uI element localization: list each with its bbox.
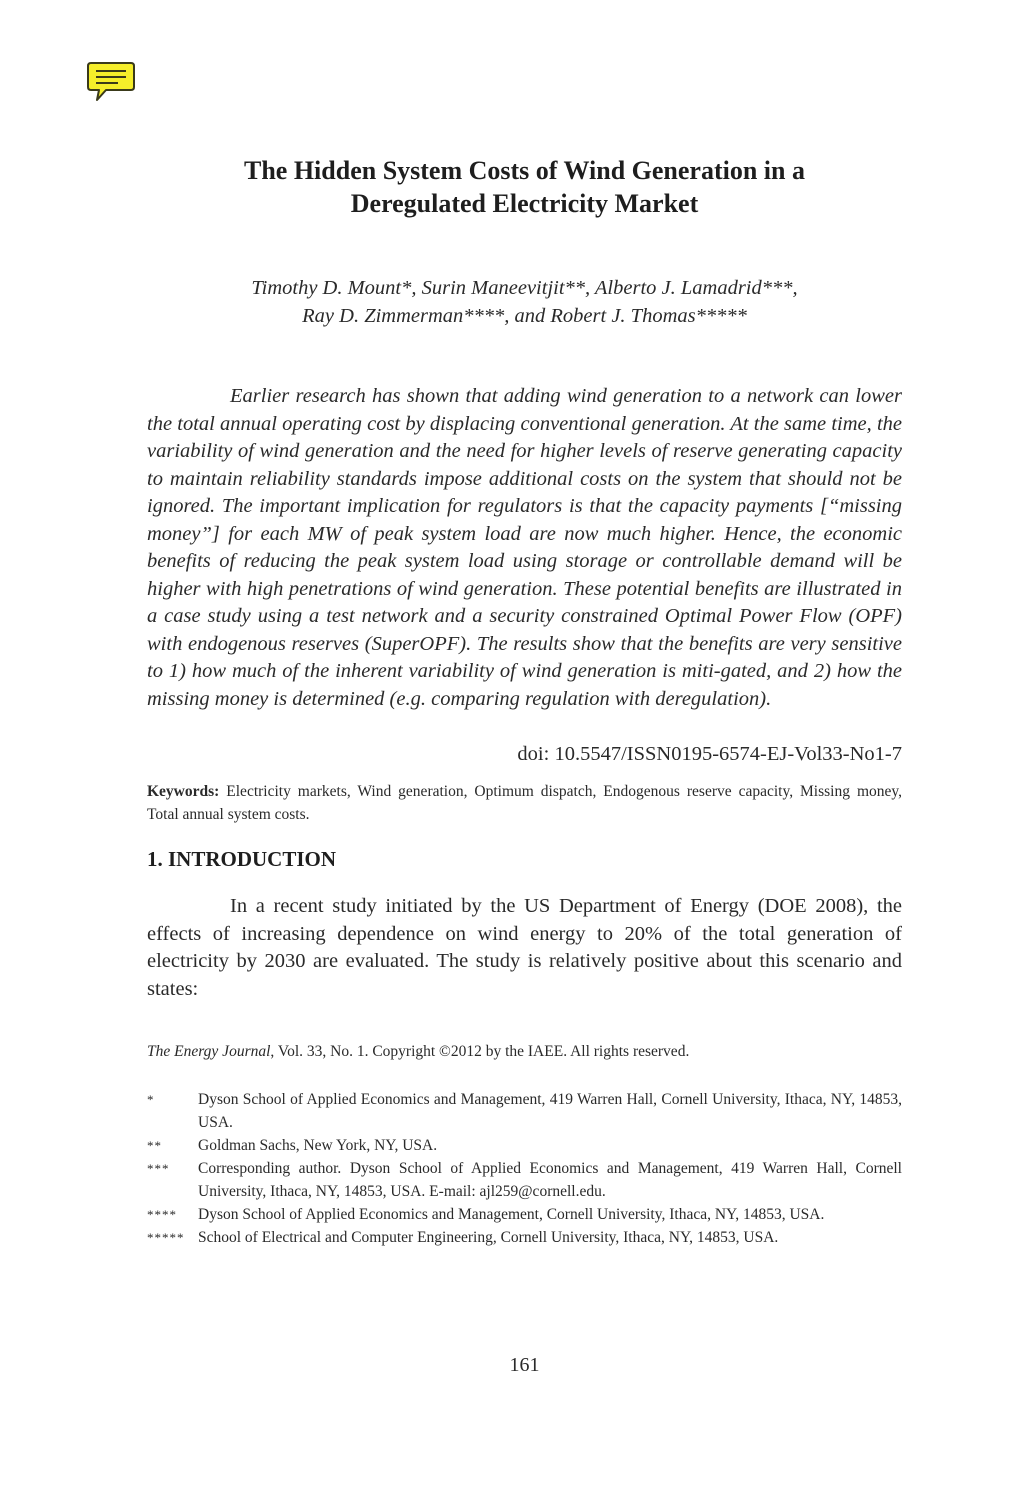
- footnote-mark: ****: [147, 1207, 177, 1222]
- journal-name: The Energy Journal: [147, 1043, 271, 1060]
- paper-title: [147, 154, 902, 220]
- footnote: [147, 1226, 902, 1249]
- paper-title-line2: Deregulated Electricity Market: [350, 189, 699, 218]
- footnote-mark: **: [147, 1138, 162, 1153]
- footnote: [147, 1134, 902, 1157]
- page-number: 161: [509, 1354, 540, 1376]
- introduction-paragraph: In a recent study initiated by the US Department of Energy (DOE 2008), the effects of increasing dependence on wind energy to 20% of the total generation of electricity by 2030 are evaluated. The study is relatively positive about this scenario and states:: [147, 895, 902, 1000]
- journal-copyright-line: [147, 1041, 902, 1063]
- comment-note-icon-graphic: [86, 60, 136, 104]
- comment-note-icon[interactable]: [86, 60, 136, 104]
- footnote-text: School of Electrical and Computer Engineering, Cornell University, Ithaca, NY, 14853, USA.: [198, 1229, 779, 1246]
- author-list-line2: Ray D. Zimmerman****, and Robert J. Thomas*****: [302, 305, 747, 327]
- footnote-text: Dyson School of Applied Economics and Management, 419 Warren Hall, Cornell University, Ithaca, NY, 14853, USA.: [198, 1091, 902, 1131]
- footnote-mark: *: [147, 1092, 155, 1107]
- author-list: [147, 274, 902, 330]
- footnote-text: Corresponding author. Dyson School of Applied Economics and Management, 419 Warren Hall, Cornell University, Ithaca, NY, 14853, USA. E-mail: ajl259@cornell.edu.: [198, 1160, 902, 1200]
- journal-copyright-text: , Vol. 33, No. 1. Copyright ©2012 by the IAEE. All rights reserved.: [270, 1043, 690, 1060]
- keywords-label: Keywords:: [147, 783, 220, 800]
- author-list-line1: Timothy D. Mount*, Surin Maneevitjit**, Alberto J. Lamadrid***,: [251, 277, 798, 299]
- footnote-mark: ***: [147, 1161, 170, 1176]
- footnote-mark: *****: [147, 1230, 185, 1245]
- footnote: [147, 1203, 902, 1226]
- footnote: [147, 1157, 902, 1203]
- author-footnotes: [147, 1088, 902, 1249]
- keywords-list: Electricity markets, Wind generation, Optimum dispatch, Endogenous reserve capacity, Missing money, Total annual system costs.: [147, 783, 902, 823]
- keywords: [147, 780, 902, 826]
- doi-identifier: doi: 10.5547/ISSN0195-6574-EJ-Vol33-No1-7: [517, 743, 902, 765]
- paper-title-line1: The Hidden System Costs of Wind Generation in a: [243, 156, 805, 185]
- footnote-text: Dyson School of Applied Economics and Management, Cornell University, Ithaca, NY, 14853, USA.: [198, 1206, 825, 1223]
- footnote: [147, 1088, 902, 1134]
- footnote-text: Goldman Sachs, New York, NY, USA.: [198, 1137, 438, 1154]
- section-heading-introduction: 1. INTRODUCTION: [147, 847, 337, 871]
- abstract-text: Earlier research has shown that adding wind generation to a network can lower the total annual operating cost by displacing conventional generation. At the same time, the variability of wind generation and the need for higher levels of reserve generating capacity to maintain reliability standards impose additional costs on the system that should not be ignored. The important implication for regulators is that the capacity payments [“missing money”] for each MW of peak system load are now much higher. Hence, the economic benefits of reducing the peak system load using storage or controllable demand will be higher with high penetrations of wind generation. These potential benefits are illustrated in a case study using a test network and a security constrained Optimal Power Flow (OPF) with endogenous reserves (SuperOPF). The results show that the benefits are very sensitive to 1) how much of the inherent variability of wind generation is miti-gated, and 2) how the missing money is determined (e.g. comparing regulation with deregulation).: [147, 385, 902, 710]
